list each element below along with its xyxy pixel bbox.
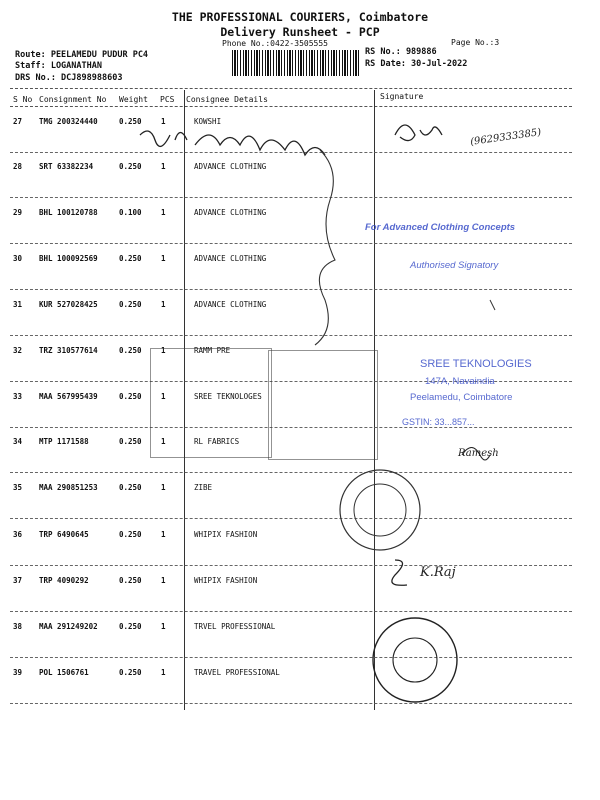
row-weight: 0.250: [119, 437, 142, 446]
handwritten-phone: (9629333385): [469, 127, 542, 148]
row-sno: 32: [13, 346, 23, 355]
row-consignee: ADVANCE CLOTHING: [194, 300, 267, 309]
travel-seal: [373, 618, 457, 702]
col-sno: S No: [13, 95, 33, 104]
tick-mark: [490, 300, 495, 310]
row-pcs: 1: [161, 254, 166, 263]
row-consignment: POL 1506761: [39, 668, 89, 677]
row-consignment: KUR 527028425: [39, 300, 98, 309]
sree-stamp-address1: 147A, Navaindia: [425, 376, 495, 387]
row-pcs: 1: [161, 576, 166, 585]
authorised-signatory-stamp: Authorised Signatory: [410, 260, 499, 271]
rs-number: RS No.: 989886: [365, 47, 437, 57]
route-label: Route: PEELAMEDU PUDUR PC4: [15, 50, 149, 60]
row-consignee: KOWSHI: [194, 117, 222, 126]
row-pcs: 1: [161, 392, 166, 401]
row-sno: 33: [13, 392, 23, 401]
row-pcs: 1: [161, 437, 166, 446]
signature-ramesh: Ramesh: [458, 448, 499, 459]
col-consignment: Consignment No: [39, 95, 107, 104]
sree-stamp-address2: Peelamedu, Coimbatore: [410, 392, 513, 403]
row-consignee: WHIPIX FASHION: [194, 576, 258, 585]
col-consignee: Consignee Details: [186, 95, 268, 104]
row-sno: 39: [13, 668, 23, 677]
row-consignee: TRVEL PROFESSIONAL: [194, 622, 276, 631]
row-consignment: MAA 291249202: [39, 622, 98, 631]
row-consignment: MAA 290851253: [39, 483, 98, 492]
row-consignee: WHIPIX FASHION: [194, 530, 258, 539]
row-consignee: RAMM PRE: [194, 346, 231, 355]
row-consignee: SREE TEKNOLOGES: [194, 392, 262, 401]
document-subtitle: Delivery Runsheet - PCP: [220, 25, 380, 39]
row-sno: 38: [13, 622, 23, 631]
phone-number: Phone No.:0422-3505555: [222, 39, 328, 48]
row-pcs: 1: [161, 117, 166, 126]
kraj-scribble: [392, 560, 407, 585]
row-consignment: MAA 567995439: [39, 392, 98, 401]
row-consignment: TRP 4090292: [39, 576, 89, 585]
row-sno: 30: [13, 254, 23, 263]
round-seal: [340, 470, 420, 550]
signature-scribble: [395, 125, 442, 141]
row-weight: 0.250: [119, 530, 142, 539]
consignee-signature-scribble: [140, 131, 325, 155]
row-pcs: 1: [161, 300, 166, 309]
row-consignee: ZIBE: [194, 483, 213, 492]
row-pcs: 1: [161, 162, 166, 171]
row-consignee: RL FABRICS: [194, 437, 240, 446]
signature-kraj: K.Raj: [420, 565, 456, 580]
row-sno: 37: [13, 576, 23, 585]
row-consignment: TRP 6490645: [39, 530, 89, 539]
bracket-mark: [315, 150, 335, 345]
travel-seal-inner: [393, 638, 437, 682]
row-pcs: 1: [161, 346, 166, 355]
page-number: Page No.:3: [451, 38, 500, 47]
row-consignee: TRAVEL PROFESSIONAL: [194, 668, 280, 677]
row-sno: 29: [13, 208, 23, 217]
row-consignee: ADVANCE CLOTHING: [194, 254, 267, 263]
ramesh-scribble: [462, 448, 490, 461]
row-weight: 0.250: [119, 483, 142, 492]
row-pcs: 1: [161, 530, 166, 539]
row-weight: 0.250: [119, 300, 142, 309]
row-weight: 0.250: [119, 392, 142, 401]
round-seal-inner: [354, 484, 406, 536]
row-sno: 31: [13, 300, 23, 309]
staff-label: Staff: LOGANATHAN: [15, 61, 102, 71]
row-consignment: SRT 63382234: [39, 162, 94, 171]
row-weight: 0.250: [119, 576, 142, 585]
row-consignment: MTP 1171588: [39, 437, 89, 446]
row-sno: 28: [13, 162, 23, 171]
rs-date: RS Date: 30-Jul-2022: [365, 59, 468, 69]
col-signature: Signature: [380, 92, 424, 101]
document-title: THE PROFESSIONAL COURIERS, Coimbatore: [171, 10, 429, 24]
row-consignee: ADVANCE CLOTHING: [194, 208, 267, 217]
row-pcs: 1: [161, 622, 166, 631]
col-weight: Weight: [119, 95, 148, 104]
row-consignment: BHL 100120788: [39, 208, 98, 217]
drs-number: DRS No.: DCJ898988603: [15, 73, 123, 83]
sree-stamp-gstin: GSTIN: 33...857...: [402, 417, 475, 427]
row-weight: 0.250: [119, 162, 142, 171]
row-consignment: TRZ 310577614: [39, 346, 98, 355]
row-weight: 0.250: [119, 346, 142, 355]
advanced-clothing-stamp: For Advanced Clothing Concepts: [365, 222, 516, 233]
row-sno: 27: [13, 117, 23, 126]
row-weight: 0.250: [119, 254, 142, 263]
row-sno: 35: [13, 483, 23, 492]
sree-stamp-name: SREE TEKNOLOGIES: [420, 358, 532, 370]
row-consignment: TMG 200324440: [39, 117, 98, 126]
row-pcs: 1: [161, 668, 166, 677]
row-weight: 0.250: [119, 622, 142, 631]
col-pcs: PCS: [160, 95, 175, 104]
row-weight: 0.250: [119, 117, 142, 126]
row-weight: 0.250: [119, 668, 142, 677]
row-sno: 36: [13, 530, 23, 539]
row-consignee: ADVANCE CLOTHING: [194, 162, 267, 171]
row-consignment: BHL 100092569: [39, 254, 98, 263]
row-pcs: 1: [161, 483, 166, 492]
row-pcs: 1: [161, 208, 166, 217]
row-weight: 0.100: [119, 208, 142, 217]
row-sno: 34: [13, 437, 23, 446]
